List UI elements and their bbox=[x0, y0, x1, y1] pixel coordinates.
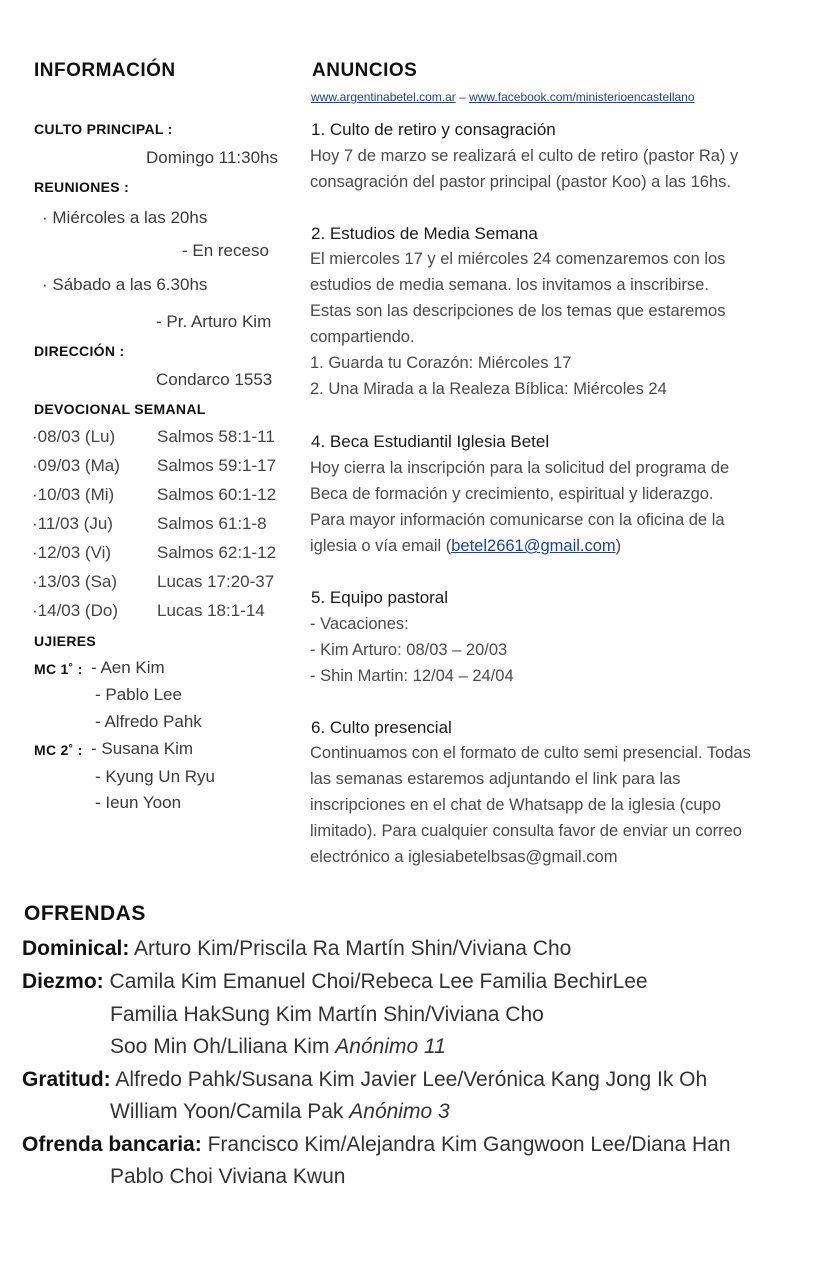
diezmo-names: Camila Kim Emanuel Choi/Rebeca Lee Familia BechirLee bbox=[109, 970, 648, 993]
devocional-label: DEVOCIONAL SEMANAL bbox=[34, 401, 206, 417]
diezmo-names-3 bbox=[110, 1035, 446, 1059]
text-fragment: William Yoon/Camila Pak bbox=[110, 1100, 350, 1123]
list-item: Salmos 60:1-12 bbox=[157, 485, 277, 504]
list-item: ·08/03 (Lu) bbox=[32, 427, 116, 446]
ofrendas-title: OFRENDAS bbox=[24, 902, 146, 925]
list-item: ·12/03 (Vi) bbox=[32, 543, 112, 562]
facebook-link[interactable]: www.facebook.com/ministerioencastellano bbox=[469, 90, 695, 104]
text-line: - Kim Arturo: 08/03 – 20/03 bbox=[310, 641, 508, 659]
text-line: compartiendo. bbox=[310, 328, 415, 346]
ujieres-label: UJIERES bbox=[34, 633, 97, 649]
text-fragment: Soo Min Oh/Liliana Kim bbox=[110, 1035, 336, 1058]
list-item: Salmos 58:1-11 bbox=[157, 427, 275, 446]
dominical-label: Dominical: bbox=[22, 937, 130, 960]
reuniones-label: REUNIONES : bbox=[34, 179, 130, 195]
text-line: Estas son las descripciones de los temas que estaremos bbox=[310, 302, 726, 320]
text-line: Beca de formación y crecimiento, espiritual y liderazgo. bbox=[310, 485, 714, 503]
announcement-2-title: 2. Estudios de Media Semana bbox=[311, 224, 538, 243]
bancaria-names: Francisco Kim/Alejandra Kim Gangwoon Lee/Diana Han bbox=[207, 1133, 731, 1156]
anuncios-title: ANUNCIOS bbox=[312, 60, 418, 81]
list-item: Salmos 62:1-12 bbox=[157, 543, 277, 562]
text-line: Continuamos con el formato de culto semi presencial. Todas bbox=[310, 744, 751, 762]
text-line: limitado). Para cualquier consulta favor de enviar un correo bbox=[310, 822, 742, 840]
text-line: Para mayor información comunicarse con la oficina de la bbox=[310, 511, 725, 529]
text-line: inscripciones en el chat de Whatsapp de la iglesia (cupo bbox=[310, 796, 721, 814]
list-item: Salmos 61:1-8 bbox=[157, 514, 267, 533]
list-item: - Kyung Un Ryu bbox=[95, 767, 215, 786]
text-line: Hoy cierra la inscripción para la solicitud del programa de bbox=[310, 459, 730, 477]
announcement-5-body bbox=[310, 611, 514, 689]
text-line: consagración del pastor principal (pastor Koo) a las 16hs. bbox=[310, 173, 731, 191]
info-title: INFORMACIÓN bbox=[34, 60, 176, 81]
diezmo-names-2: Familia HakSung Kim Martín Shin/Viviana Cho bbox=[110, 1003, 544, 1026]
text-line: Hoy 7 de marzo se realizará el culto de retiro (pastor Ra) y bbox=[310, 147, 739, 165]
list-item: ·09/03 (Ma) bbox=[32, 456, 120, 475]
list-item: ·11/03 (Ju) bbox=[32, 514, 113, 533]
direccion-label: DIRECCIÓN : bbox=[34, 343, 125, 359]
website-link[interactable]: www.argentinabetel.com.ar bbox=[311, 90, 456, 104]
bancaria-names-2: Pablo Choi Viviana Kwun bbox=[110, 1165, 346, 1188]
culto-label: CULTO PRINCIPAL : bbox=[34, 121, 173, 137]
list-item: - Susana Kim bbox=[91, 739, 194, 758]
announcement-5-title: 5. Equipo pastoral bbox=[311, 588, 449, 607]
text-line: - Vacaciones: bbox=[310, 615, 409, 633]
link-separator: – bbox=[455, 90, 470, 104]
culto-value: Domingo 11:30hs bbox=[146, 148, 278, 167]
text-line: - Shin Martin: 12/04 – 24/04 bbox=[310, 667, 514, 685]
announcement-4-body bbox=[310, 455, 729, 559]
direccion-value: Condarco 1553 bbox=[156, 370, 273, 389]
dominical-names: Arturo Kim/Priscila Ra Martín Shin/Viviana Cho bbox=[134, 937, 572, 960]
announcement-6-body bbox=[310, 740, 751, 870]
reunion-2: · Sábado a las 6.30hs bbox=[42, 275, 208, 294]
text-fragment: iglesia o vía email ( bbox=[310, 537, 452, 555]
ofrenda-bancaria-row bbox=[22, 1133, 731, 1157]
announcement-2-body bbox=[310, 246, 725, 402]
text-line: El miercoles 17 y el miércoles 24 comenzaremos con los bbox=[310, 250, 726, 268]
anonymous-label: Anónimo 11 bbox=[335, 1035, 446, 1058]
email-link[interactable]: betel2661@gmail.com bbox=[451, 537, 616, 555]
text-line: electrónico a iglesiabetelbsas@gmail.com bbox=[310, 848, 618, 866]
list-item: ·14/03 (Do) bbox=[32, 601, 118, 620]
announcement-4-title: 4. Beca Estudiantil Iglesia Betel bbox=[311, 432, 550, 451]
text-line: estudios de media semana. los invitamos a inscribirse. bbox=[310, 276, 709, 294]
diezmo-label: Diezmo: bbox=[22, 970, 104, 993]
anonymous-label: Anónimo 3 bbox=[349, 1100, 450, 1123]
links-line bbox=[311, 90, 695, 104]
gratitud-names: Alfredo Pahk/Susana Kim Javier Lee/Verónica Kang Jong Ik Oh bbox=[115, 1068, 708, 1091]
reunion-1: · Miércoles a las 20hs bbox=[42, 208, 208, 227]
text-line: 2. Una Mirada a la Realeza Bíblica: Miércoles 24 bbox=[310, 380, 667, 398]
list-item: ·13/03 (Sa) bbox=[32, 572, 118, 591]
mc2-label: MC 2˚ : bbox=[34, 742, 83, 758]
mc1-label: MC 1˚ : bbox=[34, 661, 83, 677]
list-item: ·10/03 (Mi) bbox=[32, 485, 115, 504]
list-item: - Pablo Lee bbox=[95, 685, 182, 704]
text-line bbox=[310, 533, 729, 559]
text-fragment: ) bbox=[615, 537, 622, 555]
gratitud-names-2 bbox=[110, 1100, 450, 1124]
list-item: Lucas 17:20-37 bbox=[157, 572, 275, 591]
announcement-1-title: 1. Culto de retiro y consagración bbox=[311, 120, 556, 139]
list-item: - Alfredo Pahk bbox=[95, 712, 202, 731]
gratitud-label: Gratitud: bbox=[22, 1068, 111, 1091]
list-item: - Ieun Yoon bbox=[95, 793, 182, 812]
reunion-2-note: - Pr. Arturo Kim bbox=[156, 312, 272, 331]
reunion-1-note: - En receso bbox=[182, 241, 269, 260]
text-line: las semanas estaremos adjuntando el link para las bbox=[310, 770, 681, 788]
ofrenda-gratitud-row bbox=[22, 1068, 707, 1092]
ofrenda-dominical-row bbox=[22, 937, 571, 961]
list-item: - Aen Kim bbox=[91, 658, 165, 677]
ofrenda-diezmo-row bbox=[22, 970, 648, 994]
announcement-1-body bbox=[310, 143, 738, 195]
announcement-6-title: 6. Culto presencial bbox=[311, 718, 452, 737]
bancaria-label: Ofrenda bancaria: bbox=[22, 1133, 202, 1156]
text-line: 1. Guarda tu Corazón: Miércoles 17 bbox=[310, 354, 572, 372]
list-item: Lucas 18:1-14 bbox=[157, 601, 265, 620]
list-item: Salmos 59:1-17 bbox=[157, 456, 277, 475]
